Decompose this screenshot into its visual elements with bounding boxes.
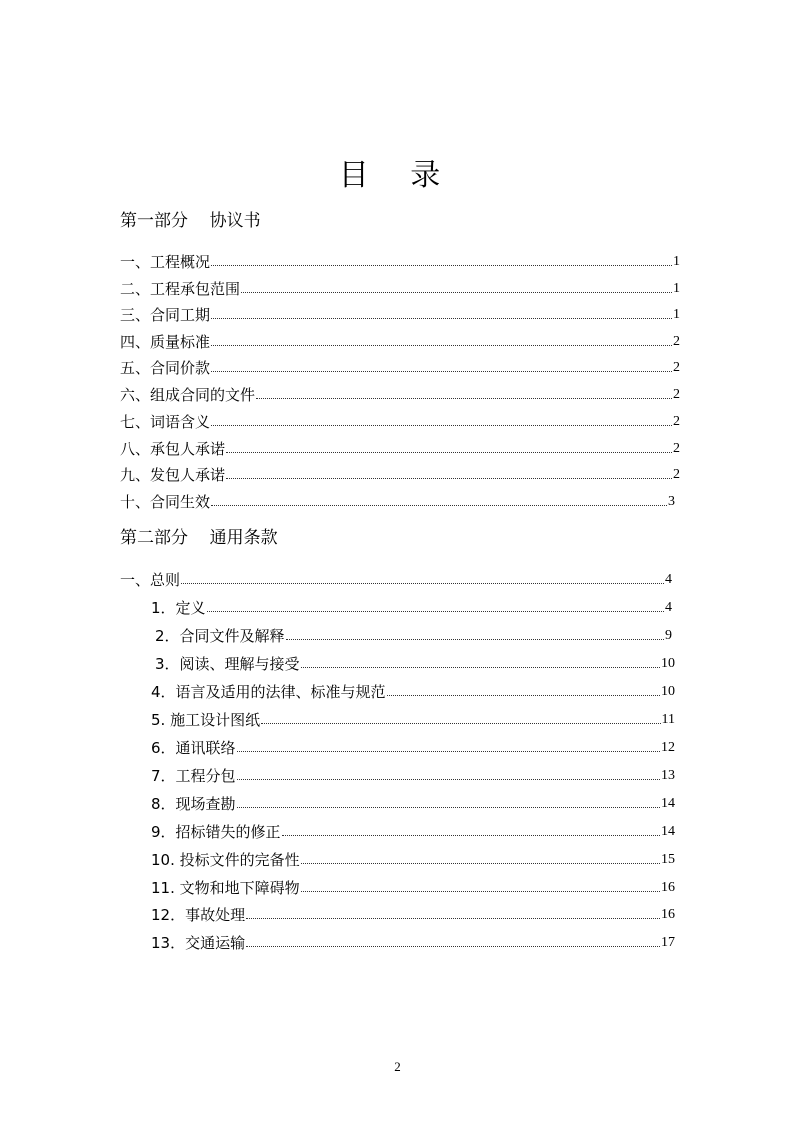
toc-entry-page: 10 bbox=[661, 656, 675, 671]
toc-entry-label: 12．事故处理 bbox=[151, 906, 246, 924]
toc-entry[interactable] bbox=[151, 736, 675, 758]
part2-heading: 第二部分 通用条款 bbox=[120, 528, 278, 548]
dot-leader bbox=[211, 505, 667, 506]
toc-entry-page: 14 bbox=[661, 796, 675, 811]
toc-entry[interactable] bbox=[120, 437, 680, 459]
dot-leader bbox=[246, 946, 660, 947]
toc-entry-page: 2 bbox=[673, 414, 680, 429]
toc-entry-page: 17 bbox=[661, 935, 675, 950]
page-number: 2 bbox=[394, 1059, 401, 1074]
dot-leader bbox=[226, 452, 672, 453]
dot-leader bbox=[301, 863, 660, 864]
toc-entry-page: 15 bbox=[661, 852, 675, 867]
dot-leader bbox=[301, 667, 660, 668]
toc-entry[interactable] bbox=[151, 792, 675, 814]
toc-entry-page: 4 bbox=[665, 572, 672, 587]
toc-entry-page: 14 bbox=[661, 824, 675, 839]
dot-leader bbox=[246, 918, 660, 919]
dot-leader bbox=[282, 835, 660, 836]
dot-leader bbox=[211, 345, 672, 346]
toc-entry-page: 16 bbox=[661, 907, 675, 922]
toc-entry[interactable] bbox=[120, 463, 680, 485]
toc-entry[interactable] bbox=[120, 277, 680, 299]
toc-entry-label: 10. 投标文件的完备性 bbox=[151, 851, 300, 869]
toc-entry-page: 2 bbox=[673, 387, 680, 402]
dot-leader bbox=[211, 265, 672, 266]
dot-leader bbox=[237, 807, 660, 808]
toc-entry[interactable] bbox=[151, 876, 675, 898]
toc-entry[interactable] bbox=[151, 708, 675, 730]
toc-entry-label: 一、总则 bbox=[120, 571, 181, 589]
part1-heading: 第一部分 协议书 bbox=[120, 211, 261, 231]
toc-entry[interactable] bbox=[155, 652, 675, 674]
dot-leader bbox=[211, 371, 672, 372]
toc-entry[interactable] bbox=[151, 848, 675, 870]
toc-entry-page: 4 bbox=[665, 600, 672, 615]
toc-entry-page: 16 bbox=[661, 880, 675, 895]
toc-entry-label: 五、合同价款 bbox=[120, 359, 211, 377]
toc-entry[interactable] bbox=[151, 764, 675, 786]
toc-entry[interactable] bbox=[151, 820, 675, 842]
toc-entry[interactable] bbox=[151, 680, 675, 702]
toc-entry-page: 2 bbox=[673, 360, 680, 375]
toc-entry[interactable] bbox=[120, 250, 680, 272]
toc-entry[interactable] bbox=[151, 931, 675, 953]
toc-entry-page: 12 bbox=[661, 740, 675, 755]
dot-leader bbox=[387, 695, 660, 696]
toc-entry-label: 八、承包人承诺 bbox=[120, 440, 226, 458]
toc-entry-label: 九、发包人承诺 bbox=[120, 466, 226, 484]
toc-entry[interactable] bbox=[120, 568, 672, 590]
toc-entry-label: 8．现场查勘 bbox=[151, 795, 236, 813]
toc-entry-label: 2．合同文件及解释 bbox=[155, 627, 285, 645]
toc-entry-label: 4．语言及适用的法律、标准与规范 bbox=[151, 683, 386, 701]
toc-entry-page: 9 bbox=[665, 628, 672, 643]
toc-entry[interactable] bbox=[120, 330, 680, 352]
toc-entry-page: 10 bbox=[661, 684, 675, 699]
toc-entry-label: 9．招标错失的修正 bbox=[151, 823, 281, 841]
dot-leader bbox=[301, 891, 660, 892]
dot-leader bbox=[237, 779, 660, 780]
toc-entry-page: 2 bbox=[673, 334, 680, 349]
toc-entry[interactable] bbox=[151, 903, 675, 925]
toc-entry-label: 5. 施工设计图纸 bbox=[151, 711, 261, 729]
toc-entry[interactable] bbox=[120, 303, 680, 325]
toc-entry-page: 2 bbox=[673, 441, 680, 456]
toc-entry-page: 11 bbox=[661, 712, 675, 727]
toc-entry[interactable] bbox=[120, 383, 680, 405]
dot-leader bbox=[181, 583, 664, 584]
toc-entry-page: 1 bbox=[673, 307, 680, 322]
toc-entry-page: 3 bbox=[668, 494, 675, 509]
dot-leader bbox=[226, 478, 672, 479]
toc-entry-page: 13 bbox=[661, 768, 675, 783]
toc-entry-label: 十、合同生效 bbox=[120, 493, 211, 511]
dot-leader bbox=[256, 398, 672, 399]
toc-entry-page: 1 bbox=[673, 254, 680, 269]
toc-entry-label: 7．工程分包 bbox=[151, 767, 236, 785]
toc-entry-label: 6．通讯联络 bbox=[151, 739, 236, 757]
dot-leader bbox=[261, 723, 660, 724]
dot-leader bbox=[241, 292, 672, 293]
toc-entry-label: 三、合同工期 bbox=[120, 306, 211, 324]
toc-entry-label: 3．阅读、理解与接受 bbox=[155, 655, 300, 673]
dot-leader bbox=[211, 425, 672, 426]
toc-entry[interactable] bbox=[155, 624, 672, 646]
dot-leader bbox=[207, 611, 664, 612]
toc-title: 目 录 bbox=[338, 158, 457, 193]
toc-entry-label: 四、质量标准 bbox=[120, 333, 211, 351]
toc-entry[interactable] bbox=[120, 490, 675, 512]
toc-entry-label: 一、工程概况 bbox=[120, 253, 211, 271]
toc-entry-label: 13．交通运输 bbox=[151, 934, 246, 952]
dot-leader bbox=[237, 751, 660, 752]
dot-leader bbox=[286, 639, 664, 640]
toc-entry[interactable] bbox=[120, 410, 680, 432]
toc-entry-page: 2 bbox=[673, 467, 680, 482]
toc-entry-label: 二、工程承包范围 bbox=[120, 280, 241, 298]
toc-entry[interactable] bbox=[151, 596, 672, 618]
toc-entry-label: 六、组成合同的文件 bbox=[120, 386, 256, 404]
toc-entry[interactable] bbox=[120, 356, 680, 378]
dot-leader bbox=[211, 318, 672, 319]
toc-entry-label: 七、词语含义 bbox=[120, 413, 211, 431]
toc-entry-label: 1．定义 bbox=[151, 599, 206, 617]
toc-entry-label: 11. 文物和地下障碍物 bbox=[151, 879, 300, 897]
toc-entry-page: 1 bbox=[673, 281, 680, 296]
